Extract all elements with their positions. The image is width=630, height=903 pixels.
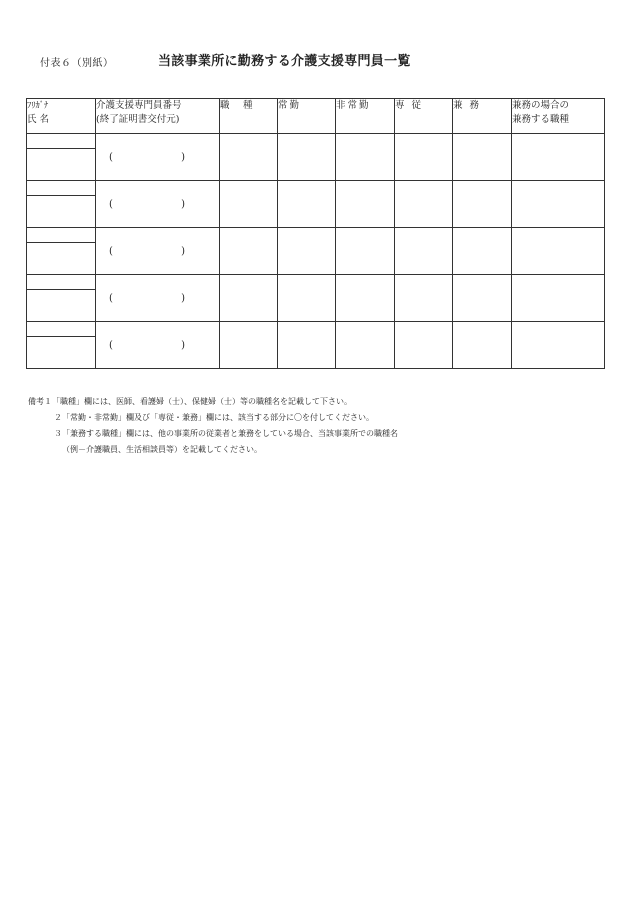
concurrent-cell[interactable] [453, 275, 512, 322]
remark-1: 備考１「職種」欄には、医師、看護婦（士）、保健婦（士）等の職種名を記載して下さい。 [28, 397, 352, 406]
fulltime-cell[interactable] [278, 134, 336, 181]
dedicated-cell[interactable] [395, 181, 453, 228]
fulltime-cell[interactable] [278, 275, 336, 322]
furigana-cell[interactable] [27, 275, 96, 290]
fulltime-cell[interactable] [278, 228, 336, 275]
header-name-2: 名 [39, 114, 50, 125]
name-cell[interactable] [27, 196, 96, 228]
header-number [96, 99, 220, 134]
table-row [27, 134, 605, 149]
paren-open: ( [109, 292, 113, 304]
table-row [27, 181, 605, 196]
concurrent-job-cell[interactable] [512, 322, 605, 369]
parttime-cell[interactable] [336, 322, 395, 369]
care-manager-number-cell[interactable] [96, 228, 220, 275]
furigana-cell[interactable] [27, 181, 96, 196]
header-name-1: 氏 [27, 114, 37, 125]
dedicated-cell[interactable] [395, 275, 453, 322]
job-type-cell[interactable] [220, 181, 278, 228]
paren-close: ) [181, 198, 185, 210]
header-fulltime: 常勤 [278, 99, 336, 134]
header-number-line2: (終了証明書交付元) [96, 114, 180, 125]
header-dedicated: 専 従 [395, 99, 453, 134]
remarks [28, 394, 398, 458]
table-row [27, 275, 605, 290]
remark-3: ３「兼務する職種」欄には、他の事業所の従業者と兼務をしている場合、当該事業所での職種名 [54, 429, 398, 438]
dedicated-cell[interactable] [395, 228, 453, 275]
name-cell[interactable] [27, 290, 96, 322]
header-concurrent: 兼 務 [453, 99, 512, 134]
paren-close: ) [181, 292, 185, 304]
header-furigana: ﾌﾘｶﾞﾅ [27, 101, 49, 111]
header-concurrent-job-line2: 兼務する職種 [512, 114, 570, 125]
paren-open: ( [109, 198, 113, 210]
care-manager-number-cell[interactable] [96, 322, 220, 369]
header-parttime: 非常勤 [336, 99, 395, 134]
furigana-cell[interactable] [27, 228, 96, 243]
job-type-cell[interactable] [220, 275, 278, 322]
header-concurrent-job-line1: 兼務の場合の [512, 100, 570, 111]
fulltime-cell[interactable] [278, 181, 336, 228]
concurrent-cell[interactable] [453, 181, 512, 228]
concurrent-cell[interactable] [453, 322, 512, 369]
document-header [40, 50, 600, 70]
care-manager-number-cell[interactable] [96, 275, 220, 322]
dedicated-cell[interactable] [395, 322, 453, 369]
concurrent-cell[interactable] [453, 228, 512, 275]
paren-close: ) [181, 339, 185, 351]
dedicated-cell[interactable] [395, 134, 453, 181]
care-manager-number-cell[interactable] [96, 181, 220, 228]
parttime-cell[interactable] [336, 181, 395, 228]
attachment-label: 付表６（別紙） [40, 58, 114, 69]
concurrent-job-cell[interactable] [512, 134, 605, 181]
table-row [27, 228, 605, 243]
paren-open: ( [109, 339, 113, 351]
paren-open: ( [109, 151, 113, 163]
furigana-cell[interactable] [27, 134, 96, 149]
fulltime-cell[interactable] [278, 322, 336, 369]
name-cell[interactable] [27, 243, 96, 275]
name-cell[interactable] [27, 337, 96, 369]
concurrent-cell[interactable] [453, 134, 512, 181]
header-number-line1: 介護支援専門員番号 [96, 100, 182, 111]
paren-close: ) [181, 245, 185, 257]
paren-open: ( [109, 245, 113, 257]
table-header-row [27, 99, 605, 134]
care-manager-number-cell[interactable] [96, 134, 220, 181]
job-type-cell[interactable] [220, 228, 278, 275]
paren-close: ) [181, 151, 185, 163]
job-type-cell[interactable] [220, 322, 278, 369]
concurrent-job-cell[interactable] [512, 181, 605, 228]
parttime-cell[interactable] [336, 228, 395, 275]
remark-3-continued: （例－介護職員、生活相談員等）を記載してください。 [62, 445, 262, 454]
name-cell[interactable] [27, 149, 96, 181]
document-title: 当該事業所に勤務する介護支援専門員一覧 [158, 54, 411, 69]
concurrent-job-cell[interactable] [512, 275, 605, 322]
parttime-cell[interactable] [336, 134, 395, 181]
concurrent-job-cell[interactable] [512, 228, 605, 275]
header-concurrent-job [512, 99, 605, 134]
header-job-type: 職 種 [220, 99, 278, 134]
care-manager-roster-table [26, 98, 605, 369]
parttime-cell[interactable] [336, 275, 395, 322]
header-name [27, 99, 96, 134]
table-row [27, 322, 605, 337]
remark-2: ２「常勤・非常勤」欄及び「専従・兼務」欄には、該当する部分に〇を付してください。 [54, 413, 374, 422]
furigana-cell[interactable] [27, 322, 96, 337]
job-type-cell[interactable] [220, 134, 278, 181]
